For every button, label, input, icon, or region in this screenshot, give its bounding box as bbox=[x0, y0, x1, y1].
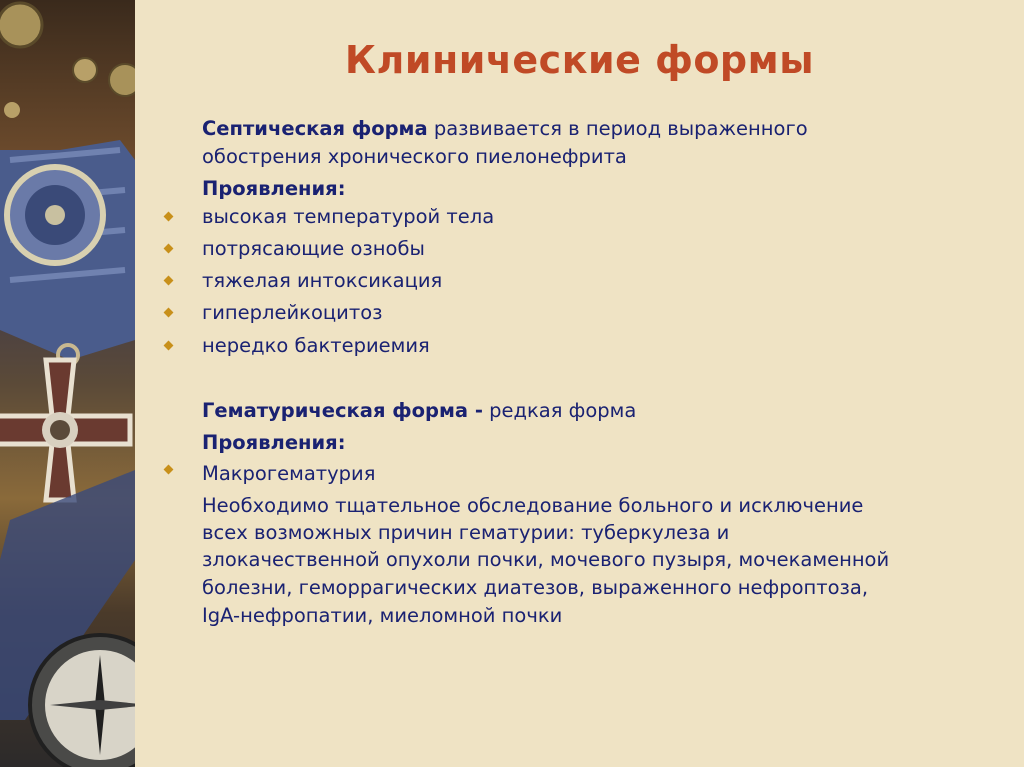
slide-title: Клинические формы bbox=[344, 38, 815, 82]
hematuric-label: Гематурическая форма - bbox=[202, 399, 483, 422]
diamond-bullet-icon bbox=[164, 276, 174, 286]
diamond-bullet-icon bbox=[164, 212, 174, 222]
paragraph-line: всех возможных причин гематурии: туберкулеза и bbox=[202, 521, 730, 544]
septic-text-cont: обострения хронического пиелонефрита bbox=[202, 145, 627, 168]
septic-intro bbox=[202, 117, 808, 141]
septic-text: развивается в период выраженного bbox=[433, 117, 808, 140]
list-item: высокая температурой тела bbox=[202, 205, 495, 228]
paragraph-line: IgA-нефропатии, миеломной почки bbox=[202, 604, 563, 627]
medal-decoration-image bbox=[0, 0, 135, 767]
diamond-bullet-icon bbox=[164, 341, 174, 351]
list-item: гиперлейкоцитоз bbox=[202, 301, 383, 324]
paragraph-line: Необходимо тщательное обследование больного и исключение bbox=[202, 494, 864, 517]
hematuric-intro bbox=[202, 399, 636, 423]
diamond-bullet-icon bbox=[164, 465, 174, 475]
decor-svg bbox=[0, 0, 135, 767]
septic-manifest-label: Проявления: bbox=[202, 177, 346, 200]
septic-label: Септическая форма bbox=[202, 117, 428, 140]
hematuric-manifest-label: Проявления: bbox=[202, 431, 346, 454]
diamond-bullet-icon bbox=[164, 244, 174, 254]
paragraph-line: болезни, геморрагических диатезов, выраженного нефроптоза, bbox=[202, 576, 869, 599]
paragraph-line: злокачественной опухоли почки, мочевого пузыря, мочекаменной bbox=[202, 548, 890, 571]
list-item: Макрогематурия bbox=[202, 462, 376, 485]
hematuric-text: редкая форма bbox=[489, 399, 637, 422]
diamond-bullet-icon bbox=[164, 308, 174, 318]
list-item: нередко бактериемия bbox=[202, 334, 430, 357]
list-item: тяжелая интоксикация bbox=[202, 269, 443, 292]
list-item: потрясающие ознобы bbox=[202, 237, 425, 260]
